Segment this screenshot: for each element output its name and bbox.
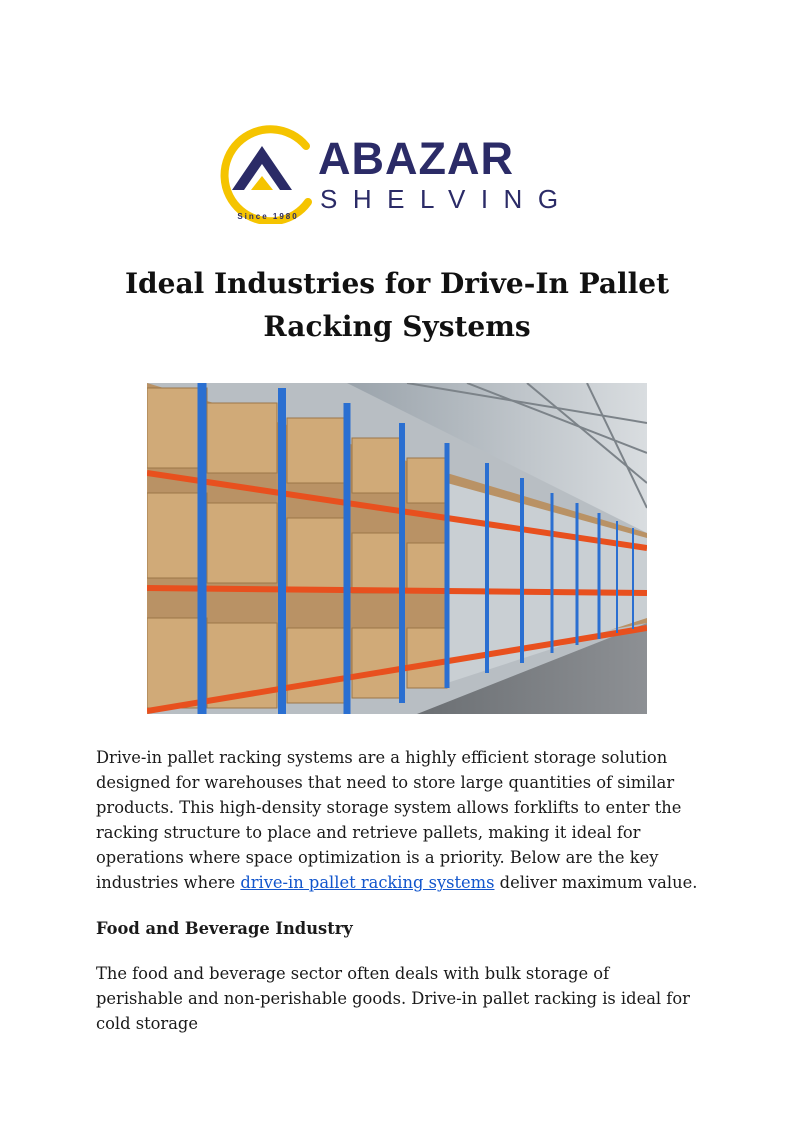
section-heading: Food and Beverage Industry xyxy=(96,919,353,938)
warehouse-racking-photo xyxy=(147,383,647,714)
drive-in-racking-link[interactable]: drive-in pallet racking systems xyxy=(240,873,495,892)
page-title: Ideal Industries for Drive-In Pallet Racking Systems xyxy=(124,267,670,343)
warehouse-racking-illustration xyxy=(147,383,647,714)
intro-text-after-link: deliver maximum value. xyxy=(494,873,698,892)
intro-paragraph xyxy=(96,745,701,895)
logo-emblem-icon xyxy=(218,124,318,224)
logo-brand-text: ABAZAR xyxy=(318,133,514,184)
abazar-shelving-logo xyxy=(218,124,574,224)
svg-text:Since 1980: Since 1980 xyxy=(237,212,299,221)
logo-tagline-text: SHELVING xyxy=(320,184,574,214)
intro-text-before-link: Drive-in pallet racking systems are a highly efficient storage solution designed for warehouses that need to store large quantities of similar products. This high-density storage system allows forklifts to enter the racking structure to place and retrieve pallets, making it ideal for operations where space optimization is a priority. Below are the key industries where xyxy=(96,748,682,892)
section-paragraph: The food and beverage sector often deals with bulk storage of perishable and non-perishable goods. Drive-in pallet racking is ideal for cold storage xyxy=(96,964,690,1033)
